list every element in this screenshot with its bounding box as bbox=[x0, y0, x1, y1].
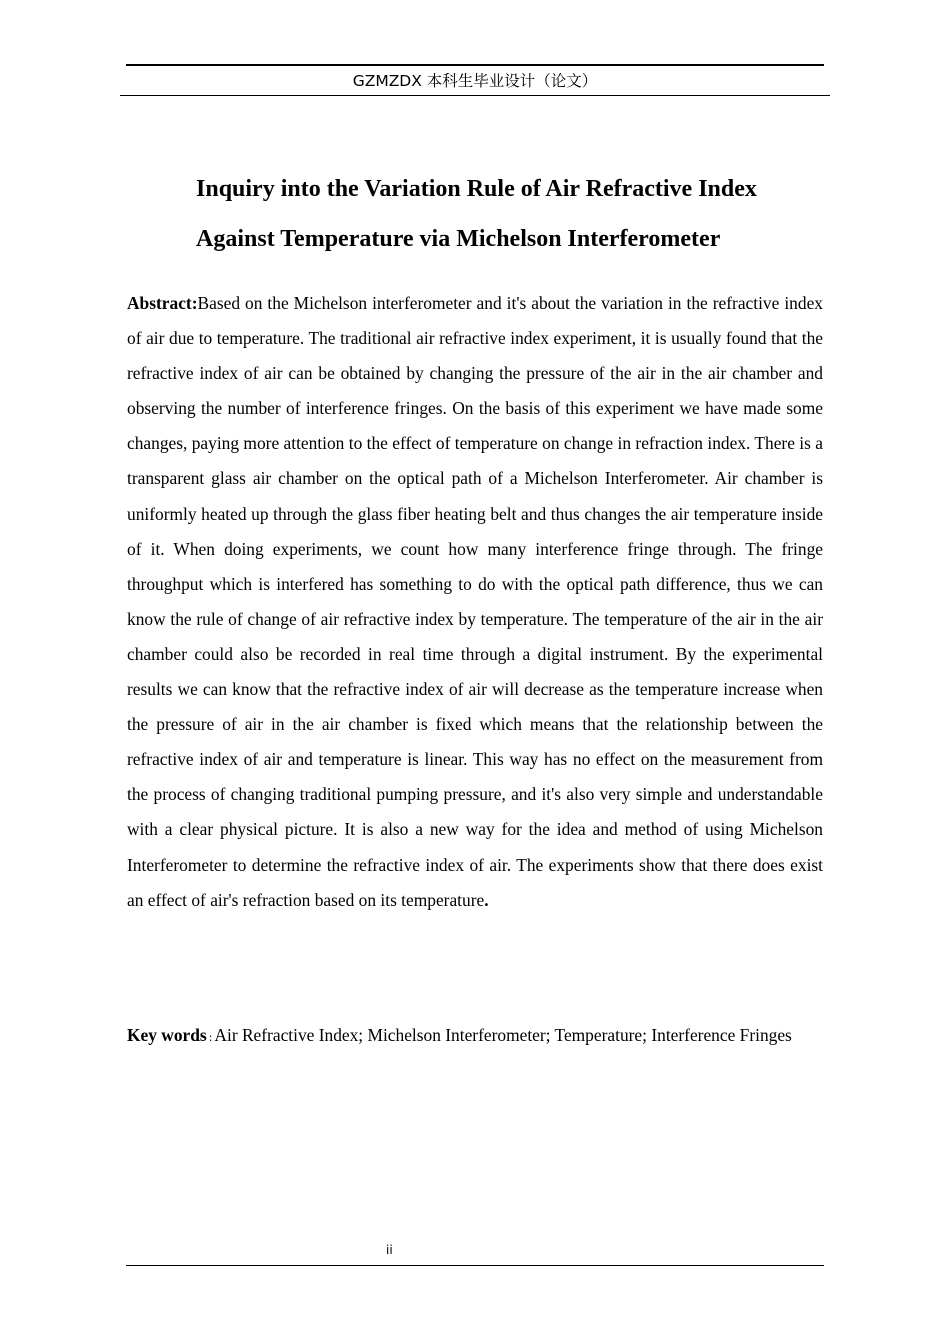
running-header: GZMZDX 本科生毕业设计（论文） bbox=[352, 72, 598, 90]
keywords-text: Air Refractive Index; Michelson Interferometer; Temperature; Interference Fringes bbox=[214, 1025, 792, 1045]
title-line-1: Inquiry into the Variation Rule of Air Refractive Index bbox=[196, 176, 757, 202]
page-number: ii bbox=[386, 1243, 393, 1257]
header-rule-bottom bbox=[120, 95, 830, 96]
keywords-paragraph bbox=[127, 1018, 823, 1055]
keywords-separator: : bbox=[208, 1031, 213, 1044]
title-line-2: Against Temperature via Michelson Interferometer bbox=[196, 226, 721, 252]
abstract-paragraph bbox=[127, 286, 823, 918]
keywords-label: Key words bbox=[127, 1025, 207, 1045]
document-title bbox=[196, 164, 836, 264]
footer-rule bbox=[126, 1265, 824, 1266]
abstract-body: Based on the Michelson interferometer and it's about the variation in the refractive index of air due to temperature. The traditional air refractive index experiment, it is usually found that the refractive index of air can be obtained by changing the pressure of the air in the air chamber and observing the number of interference fringes. On the basis of this experiment we have made some changes, paying more attention to the effect of temperature on change in refraction index. There is a transparent glass air chamber on the optical path of a Michelson Interferometer. Air chamber is uniformly heated up through the glass fiber heating belt and thus changes the air temperature inside of it. When doing experiments, we count how many interference fringe through. The fringe throughput which is interfered has something to do with the optical path difference, thus we can know the rule of change of air refractive index by temperature. The temperature of the air in the air chamber could also be recorded in real time through a digital instrument. By the experimental results we can know that the refractive index of air will decrease as the temperature increase when the pressure of air in the air chamber is fixed which means that the relationship between the refractive index of air and temperature is linear. This way has no effect on the measurement from the process of changing traditional pumping pressure, and it's also very simple and understandable with a clear physical picture. It is also a new way for the idea and method of using Michelson Interferometer to determine the refractive index of air. The experiments show that there does exist an effect of air's refraction based on its temperature bbox=[127, 293, 823, 910]
abstract-label: Abstract: bbox=[127, 293, 198, 313]
header-rule-top bbox=[126, 64, 824, 66]
abstract-end-mark: . bbox=[484, 889, 489, 910]
